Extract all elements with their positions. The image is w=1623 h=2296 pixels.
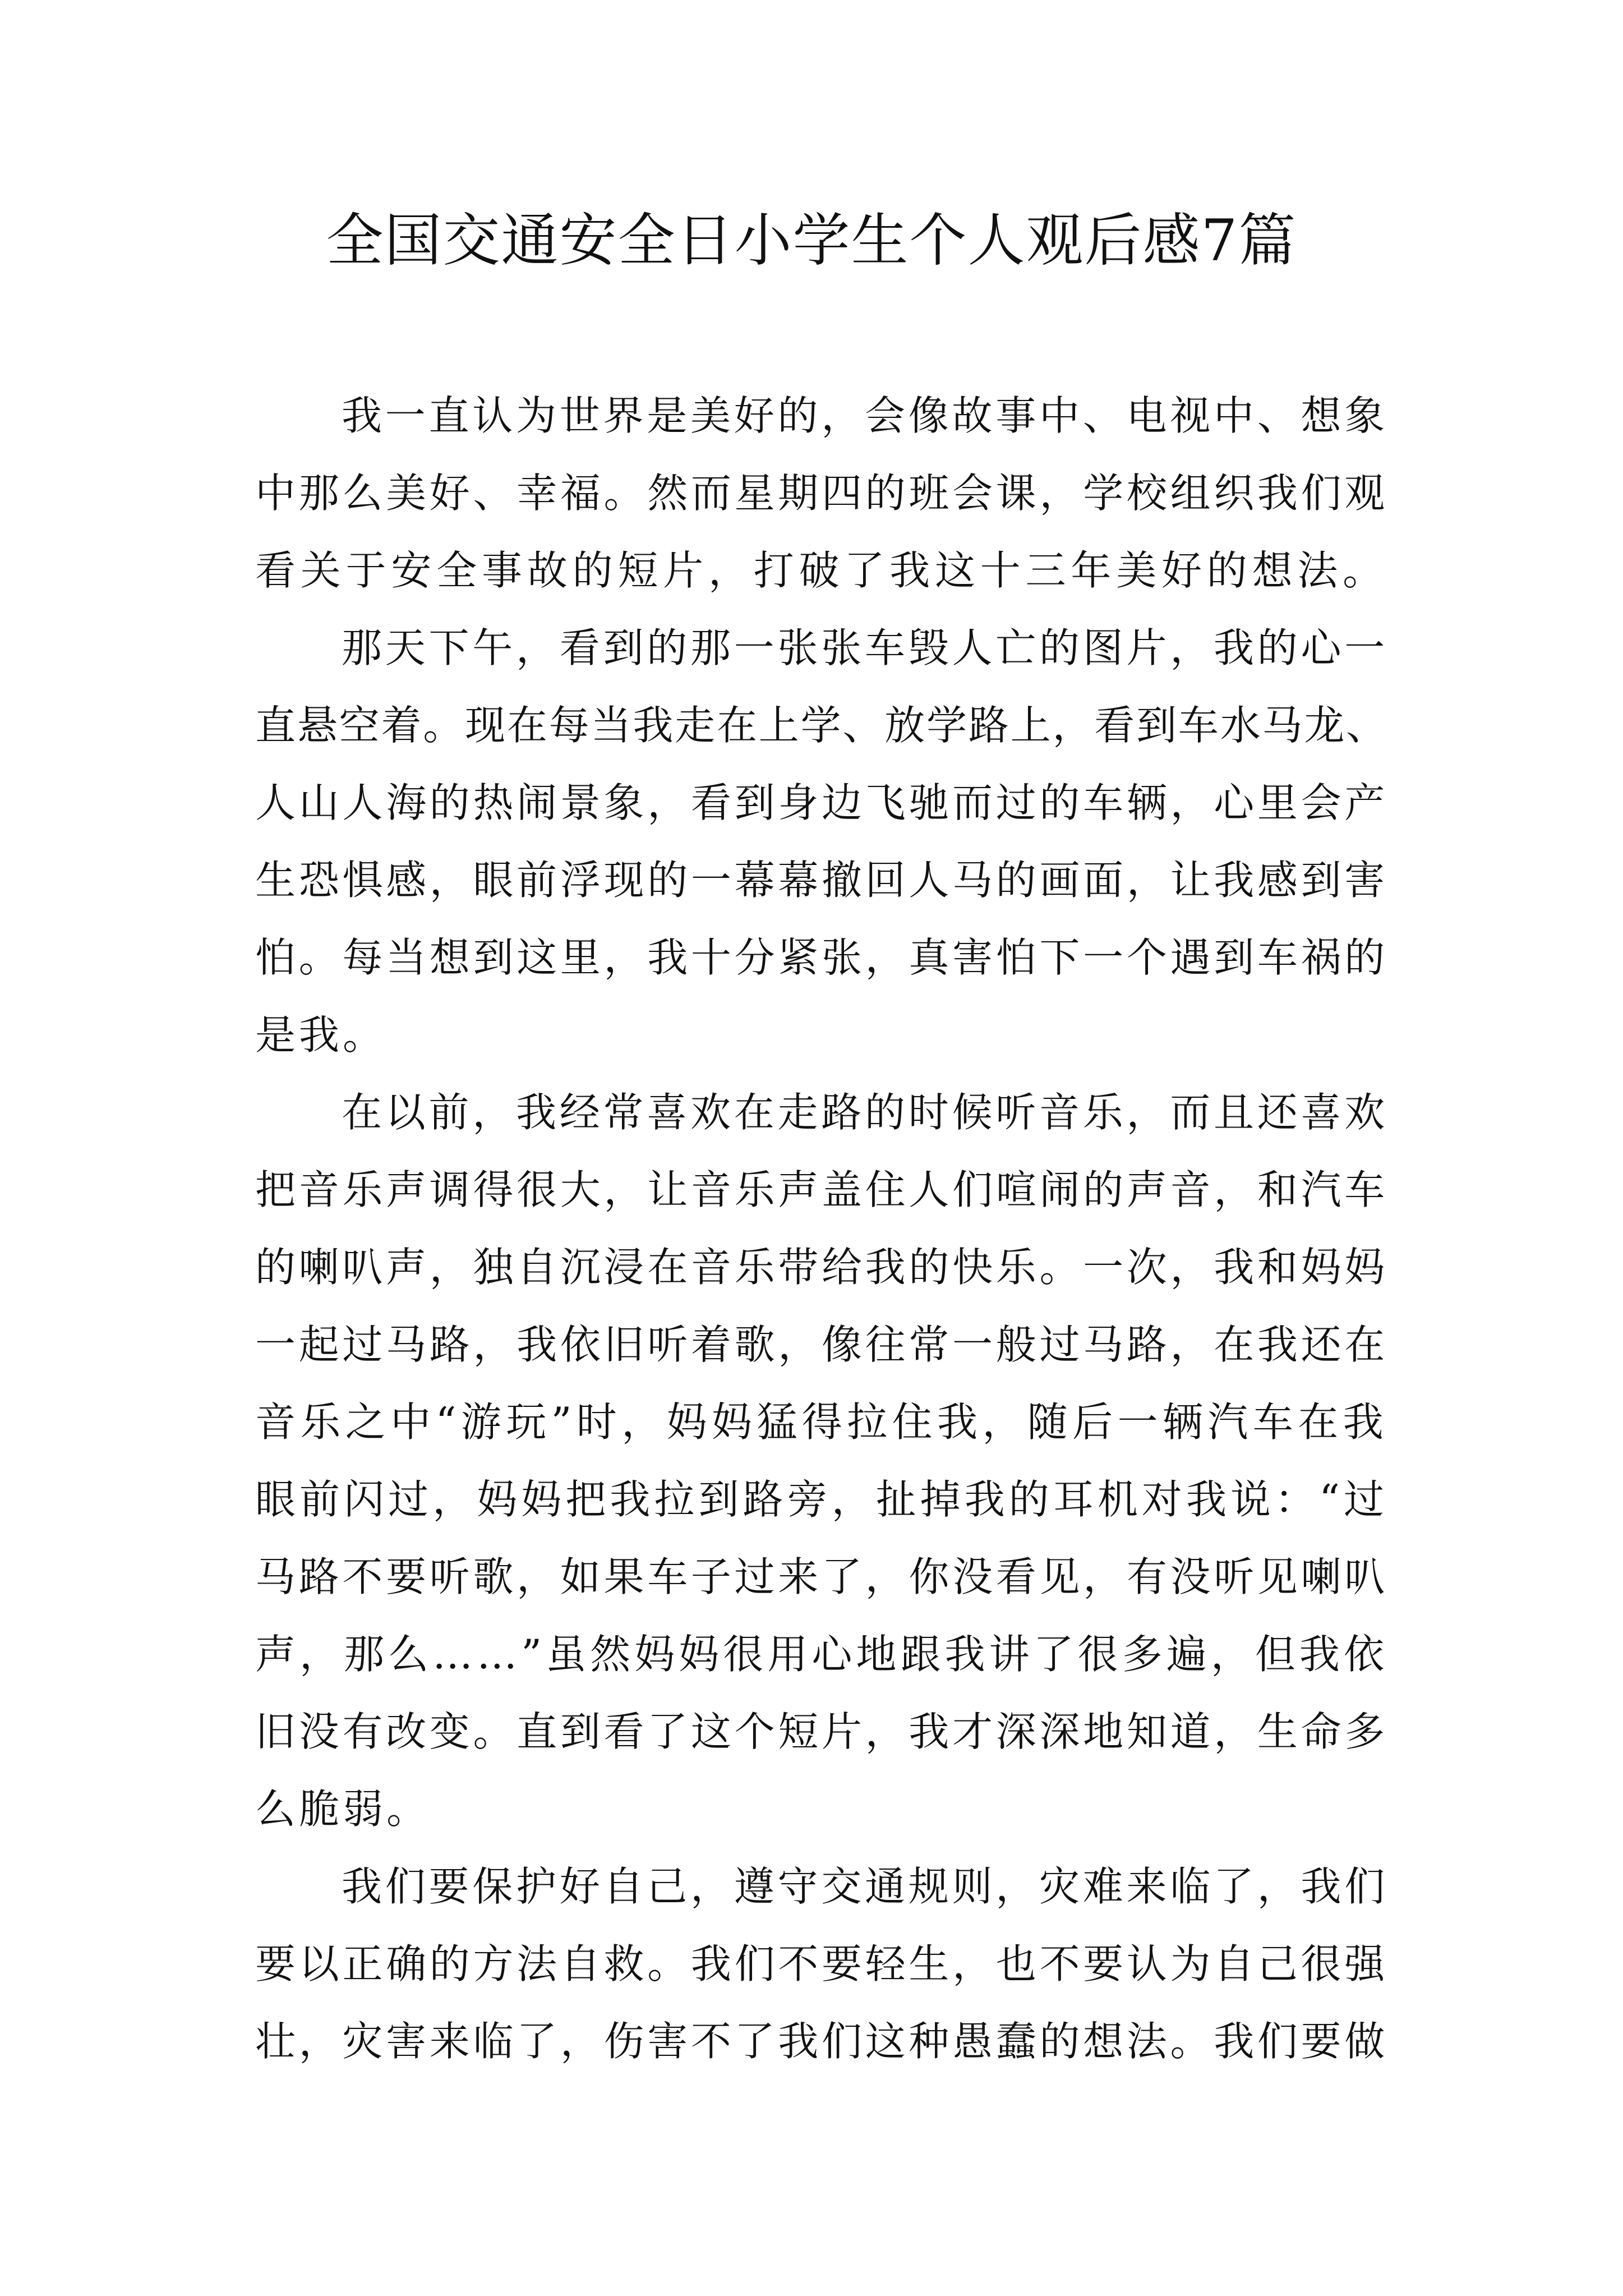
document-body — [255, 377, 1388, 2080]
text-line: 旧没有改变。直到看了这个短片，我才深深地知道，生命多 — [255, 1708, 1388, 1755]
text-line: 看关于安全事故的短片，打破了我这十三年美好的想法。 — [255, 547, 1388, 594]
text-line: 声，那么……”虽然妈妈很用心地跟我讲了很多遍，但我依 — [255, 1631, 1388, 1678]
text-line: 是我。 — [255, 1011, 387, 1059]
text-line: 么脆弱。 — [255, 1786, 431, 1833]
paragraph — [255, 1848, 1388, 2080]
paragraph — [255, 1074, 1388, 1848]
text-line: 眼前闪过，妈妈把我拉到路旁，扯掉我的耳机对我说：“过 — [255, 1476, 1388, 1523]
text-line: 壮，灾害来临了，伤害不了我们这种愚蠢的想法。我们要做 — [255, 2018, 1388, 2065]
paragraph — [255, 377, 1388, 609]
text-line: 我一直认为世界是美好的，会像故事中、电视中、想象 — [342, 392, 1388, 439]
text-line: 一起过马路，我依旧听着歌，像往常一般过马路，在我还在 — [255, 1321, 1388, 1368]
text-line: 怕。每当想到这里，我十分紧张，真害怕下一个遇到车祸的 — [255, 934, 1388, 981]
text-line: 的喇叭声，独自沉浸在音乐带给我的快乐。一次，我和妈妈 — [255, 1244, 1388, 1291]
text-line: 要以正确的方法自救。我们不要轻生，也不要认为自己很强 — [255, 1940, 1388, 1987]
text-line: 那天下午，看到的那一张张车毁人亡的图片，我的心一 — [342, 624, 1388, 671]
text-line: 把音乐声调得很大，让音乐声盖住人们喧闹的声音，和汽车 — [255, 1166, 1388, 1213]
text-line: 生恐惧感，眼前浮现的一幕幕撤回人马的画面，让我感到害 — [255, 857, 1388, 904]
text-line: 中那么美好、幸福。然而星期四的班会课，学校组织我们观 — [255, 470, 1388, 517]
text-line: 马路不要听歌，如果车子过来了，你没看见，有没听见喇叭 — [255, 1553, 1388, 1600]
document-title: 全国交通安全日小学生个人观后感7篇 — [326, 208, 1297, 274]
text-line: 在以前，我经常喜欢在走路的时候听音乐，而且还喜欢 — [342, 1089, 1388, 1136]
text-line: 人山人海的热闹景象，看到身边飞驰而过的车辆，心里会产 — [255, 779, 1388, 826]
paragraph — [255, 609, 1388, 1074]
text-line: 音乐之中“游玩”时，妈妈猛得拉住我，随后一辆汽车在我 — [255, 1398, 1388, 1446]
text-line: 我们要保护好自己，遵守交通规则，灾难来临了，我们 — [342, 1863, 1388, 1910]
text-line: 直悬空着。现在每当我走在上学、放学路上，看到车水马龙、 — [255, 702, 1388, 749]
